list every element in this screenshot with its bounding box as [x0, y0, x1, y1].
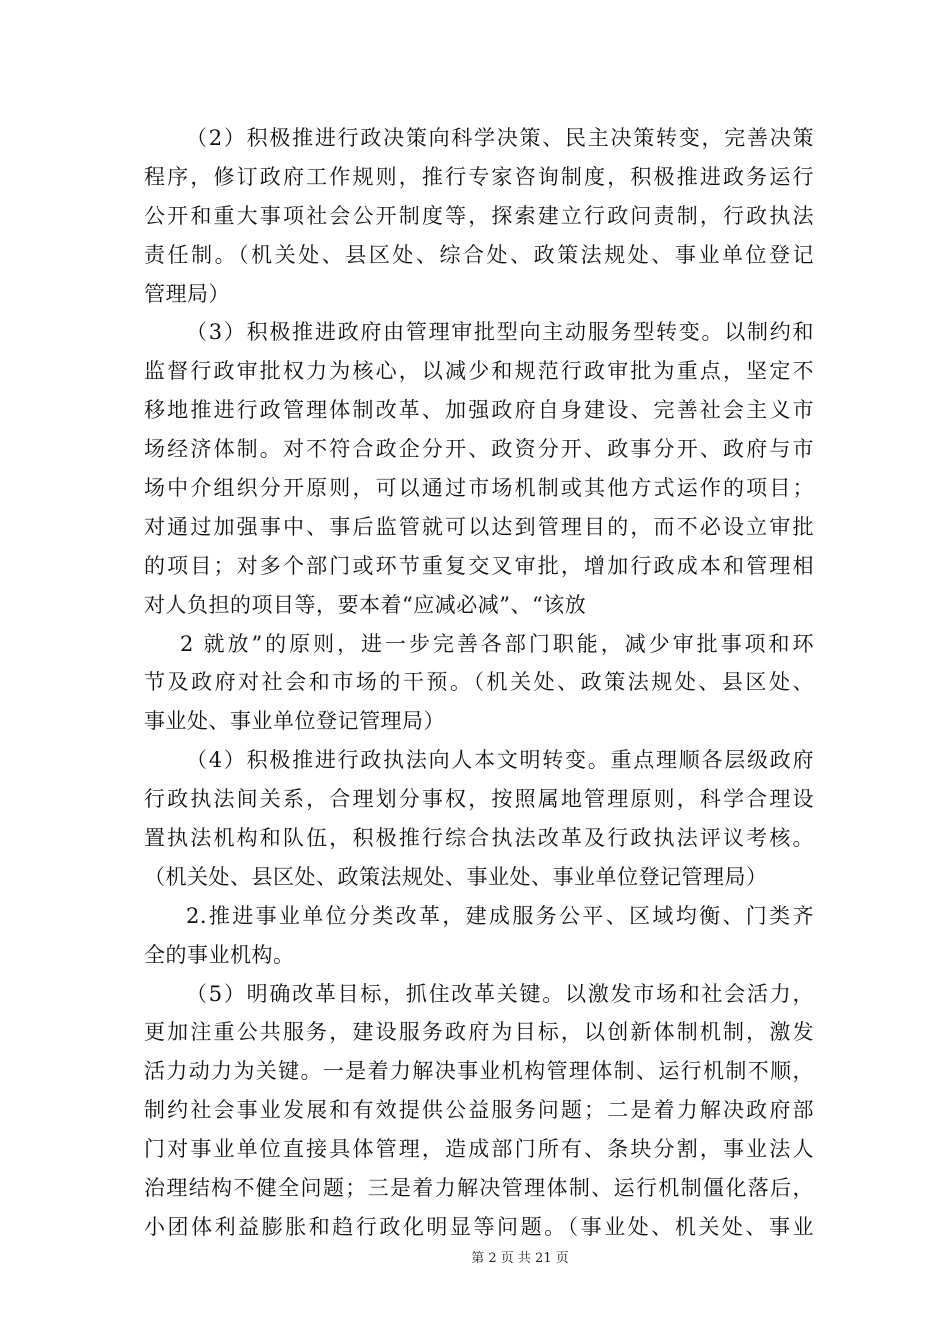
paragraph-line: （2）积极推进行政决策向科学决策、民主决策转变，完善决策 [186, 126, 814, 150]
paragraph-line: 对通过加强事中、事后监管就可以达到管理目的，而不必设立审批 [144, 514, 814, 539]
paragraph-line: 监督行政审批权力为核心，以减少和规范行政审批为重点，坚定不 [144, 359, 814, 384]
paragraph-line: 2 就放”的原则，进一步完善各部门职能，减少审批事项和环 [180, 631, 814, 656]
paragraph-line: 场中介组织分开原则，可以通过市场机制或其他方式运作的项目； [144, 476, 814, 501]
paragraph-line: 置执法机构和队伍，积极推行综合执法改革及行政执法评议考核。 [144, 826, 814, 851]
paragraph-line: 节及政府对社会和市场的干预。（机关处、政策法规处、县区处、 [144, 670, 814, 695]
paragraph-line: 移地推进行政管理体制改革、加强政府自身建设、完善社会主义市 [144, 398, 814, 423]
document-body [144, 119, 814, 1247]
paragraph-line: 制约社会事业发展和有效提供公益服务问题；二是着力解决政府部 [144, 1098, 814, 1123]
paragraph-line: 场经济体制。对不符合政企分开、政资分开、政事分开、政府与市 [144, 437, 814, 462]
paragraph-line: 更加注重公共服务，建设服务政府为目标，以创新体制机制，激发 [144, 1020, 814, 1045]
page-number: 第 2 页 共 21 页 [471, 1251, 569, 1266]
paragraph-line: 2.推进事业单位分类改革，建成服务公平、区域均衡、门类齐 [186, 903, 814, 928]
paragraph-line: 小团体利益膨胀和趋行政化明显等问题。（事业处、机关处、事业 [144, 1214, 814, 1239]
paragraph-line: 公开和重大事项社会公开制度等，探索建立行政问责制，行政执法 [144, 203, 814, 228]
paragraph-line: （5）明确改革目标，抓住改革关键。以激发市场和社会活力， [186, 981, 814, 1006]
paragraph-line: 行政执法间关系，合理划分事权，按照属地管理原则，科学合理设 [144, 787, 814, 812]
paragraph-line: 门对事业单位直接具体管理，造成部门所有、条块分割，事业法人 [144, 1137, 814, 1162]
paragraph-line: 事业处、事业单位登记管理局） [144, 709, 445, 734]
paragraph-line: 管理局） [144, 281, 230, 306]
paragraph-line: 治理结构不健全问题；三是着力解决管理体制、运行机制僵化落后， [144, 1176, 814, 1201]
paragraph-line: 活力动力为关键。一是着力解决事业机构管理体制、运行机制不顺， [144, 1059, 814, 1084]
paragraph-line: 全的事业机构。 [144, 942, 295, 967]
paragraph-line: 程序，修订政府工作规则，推行专家咨询制度，积极推进政务运行 [144, 164, 814, 189]
paragraph-line: 的项目；对多个部门或环节重复交叉审批，增加行政成本和管理相 [144, 553, 814, 578]
paragraph-line: （4）积极推进行政执法向人本文明转变。重点理顺各层级政府 [186, 748, 814, 773]
paragraph-line: 对人负担的项目等，要本着“应减必减”、“该放 [144, 592, 587, 617]
paragraph-line: （机关处、县区处、政策法规处、事业处、事业单位登记管理局） [144, 864, 768, 889]
paragraph-line: （3）积极推进政府由管理审批型向主动服务型转变。以制约和 [186, 320, 814, 345]
page-footer [0, 1247, 950, 1266]
paragraph-line: 责任制。（机关处、县区处、综合处、政策法规处、事业单位登记 [144, 242, 814, 267]
